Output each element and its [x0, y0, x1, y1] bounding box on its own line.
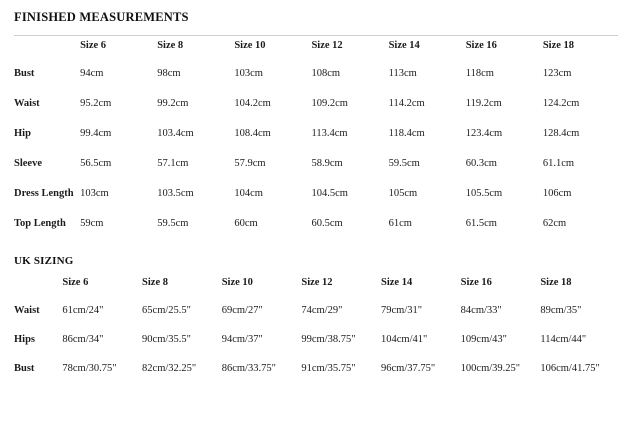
cell-top-length-size-16: 61.5cm: [465, 218, 497, 229]
row-label-sleeve: Sleeve: [14, 158, 42, 169]
cell-sleeve-size-14: 59.5cm: [388, 158, 420, 169]
uk-cell-waist-size-18: 89cm/35": [540, 305, 582, 316]
cell-top-length-size-8: 59.5cm: [157, 218, 189, 229]
cell-waist-size-16: 119.2cm: [465, 98, 502, 109]
cell-sleeve-size-10: 57.9cm: [234, 158, 266, 169]
table-row: [14, 305, 620, 334]
table-row: [14, 127, 620, 157]
cell-hip-size-8: 103.4cm: [157, 128, 194, 139]
cell-top-length-size-18: 62cm: [542, 218, 567, 229]
column-header-size-10: Size 10: [234, 40, 266, 51]
row-label-hip: Hip: [14, 128, 31, 139]
cell-bust-size-8: 98cm: [157, 68, 181, 79]
row-label-dress-length: Dress Length: [14, 188, 74, 199]
uk-cell-bust-size-12: 91cm/35.75": [301, 363, 356, 374]
cell-top-length-size-14: 61cm: [388, 218, 412, 229]
uk-cell-hips-size-12: 99cm/38.75": [301, 334, 356, 345]
column-header-size-6: Size 6: [80, 40, 107, 51]
corner-cell: [14, 40, 80, 67]
uk-cell-bust-size-18: 106cm/41.75": [540, 363, 600, 374]
cell-hip-size-6: 99.4cm: [80, 128, 112, 139]
uk-cell-waist-size-14: 79cm/31": [381, 305, 423, 316]
table-row: [14, 157, 620, 187]
table-row: [14, 363, 620, 392]
uk-cell-waist-size-8: 65cm/25.5": [142, 305, 191, 316]
cell-hip-size-18: 128.4cm: [542, 128, 580, 139]
column-header-size-8: Size 8: [157, 40, 184, 51]
cell-dress-length-size-14: 105cm: [388, 188, 418, 199]
cell-sleeve-size-18: 61.1cm: [542, 158, 575, 169]
uk-column-header-size-8: Size 8: [142, 277, 168, 288]
uk-row-label-bust: Bust: [14, 363, 35, 374]
uk-cell-hips-size-10: 94cm/37": [221, 334, 263, 345]
uk-row-label-hips: Hips: [14, 334, 36, 345]
table-header-row: [14, 277, 620, 305]
uk-cell-bust-size-16: 100cm/39.25": [460, 363, 521, 374]
cell-dress-length-size-18: 106cm: [542, 188, 572, 199]
column-header-size-14: Size 14: [388, 40, 420, 51]
cell-top-length-size-6: 59cm: [80, 218, 104, 229]
cell-waist-size-10: 104.2cm: [234, 98, 271, 109]
row-label-top-length: Top Length: [14, 218, 66, 229]
uk-cell-bust-size-10: 86cm/33.75": [221, 363, 276, 374]
uk-cell-waist-size-10: 69cm/27": [221, 305, 263, 316]
cell-bust-size-14: 113cm: [388, 68, 417, 79]
column-header-size-12: Size 12: [311, 40, 343, 51]
cell-bust-size-10: 103cm: [234, 68, 263, 79]
cell-dress-length-size-12: 104.5cm: [311, 188, 348, 199]
cell-dress-length-size-6: 103cm: [80, 188, 109, 199]
cell-bust-size-12: 108cm: [311, 68, 341, 79]
finished-measurements-heading: FINISHED MEASUREMENTS: [14, 10, 189, 24]
uk-cell-waist-size-12: 74cm/29": [301, 305, 343, 316]
uk-sizing-table: [14, 277, 620, 392]
cell-sleeve-size-16: 60.3cm: [465, 158, 497, 169]
column-header-size-16: Size 16: [465, 40, 497, 51]
uk-column-header-size-6: Size 6: [62, 277, 89, 288]
uk-column-header-size-18: Size 18: [540, 277, 572, 288]
uk-cell-hips-size-8: 90cm/35.5": [142, 334, 191, 345]
cell-hip-size-10: 108.4cm: [234, 128, 271, 139]
cell-hip-size-16: 123.4cm: [465, 128, 503, 139]
finished-measurements-table: [14, 40, 620, 247]
cell-waist-size-12: 109.2cm: [311, 98, 348, 109]
cell-hip-size-12: 113.4cm: [311, 128, 348, 139]
uk-cell-waist-size-16: 84cm/33": [460, 305, 502, 316]
uk-cell-hips-size-6: 86cm/34": [62, 334, 104, 345]
uk-cell-hips-size-16: 109cm/43": [460, 334, 507, 345]
uk-cell-bust-size-8: 82cm/32.25": [142, 363, 197, 374]
cell-top-length-size-10: 60cm: [234, 218, 258, 229]
cell-sleeve-size-6: 56.5cm: [80, 158, 112, 169]
uk-cell-bust-size-6: 78cm/30.75": [62, 363, 117, 374]
table-row: [14, 334, 620, 363]
cell-bust-size-18: 123cm: [542, 68, 572, 79]
cell-waist-size-18: 124.2cm: [542, 98, 580, 109]
table-header-row: [14, 40, 620, 67]
row-label-waist: Waist: [14, 98, 40, 109]
table-row: [14, 97, 620, 127]
uk-cell-hips-size-18: 114cm/44": [540, 334, 587, 345]
cell-sleeve-size-8: 57.1cm: [157, 158, 189, 169]
uk-column-header-size-10: Size 10: [221, 277, 253, 288]
cell-dress-length-size-16: 105.5cm: [465, 188, 503, 199]
row-label-bust: Bust: [14, 68, 35, 79]
uk-sizing-heading: UK SIZING: [14, 255, 74, 267]
uk-cell-waist-size-6: 61cm/24": [62, 305, 104, 316]
cell-waist-size-14: 114.2cm: [388, 98, 425, 109]
uk-row-label-waist: Waist: [14, 305, 40, 316]
cell-top-length-size-12: 60.5cm: [311, 218, 343, 229]
table-row: [14, 187, 620, 217]
cell-sleeve-size-12: 58.9cm: [311, 158, 343, 169]
cell-dress-length-size-8: 103.5cm: [157, 188, 194, 199]
cell-waist-size-6: 95.2cm: [80, 98, 112, 109]
uk-column-header-size-16: Size 16: [460, 277, 492, 288]
table-row: [14, 217, 620, 247]
uk-cell-hips-size-14: 104cm/41": [381, 334, 428, 345]
uk-column-header-size-12: Size 12: [301, 277, 333, 288]
corner-cell: [14, 277, 62, 305]
heading-divider: [14, 35, 618, 36]
table-row: [14, 67, 620, 97]
cell-waist-size-8: 99.2cm: [157, 98, 189, 109]
cell-bust-size-16: 118cm: [465, 68, 494, 79]
uk-column-header-size-14: Size 14: [381, 277, 413, 288]
cell-dress-length-size-10: 104cm: [234, 188, 263, 199]
column-header-size-18: Size 18: [542, 40, 575, 51]
cell-hip-size-14: 118.4cm: [388, 128, 425, 139]
cell-bust-size-6: 94cm: [80, 68, 104, 79]
uk-cell-bust-size-14: 96cm/37.75": [381, 363, 436, 374]
